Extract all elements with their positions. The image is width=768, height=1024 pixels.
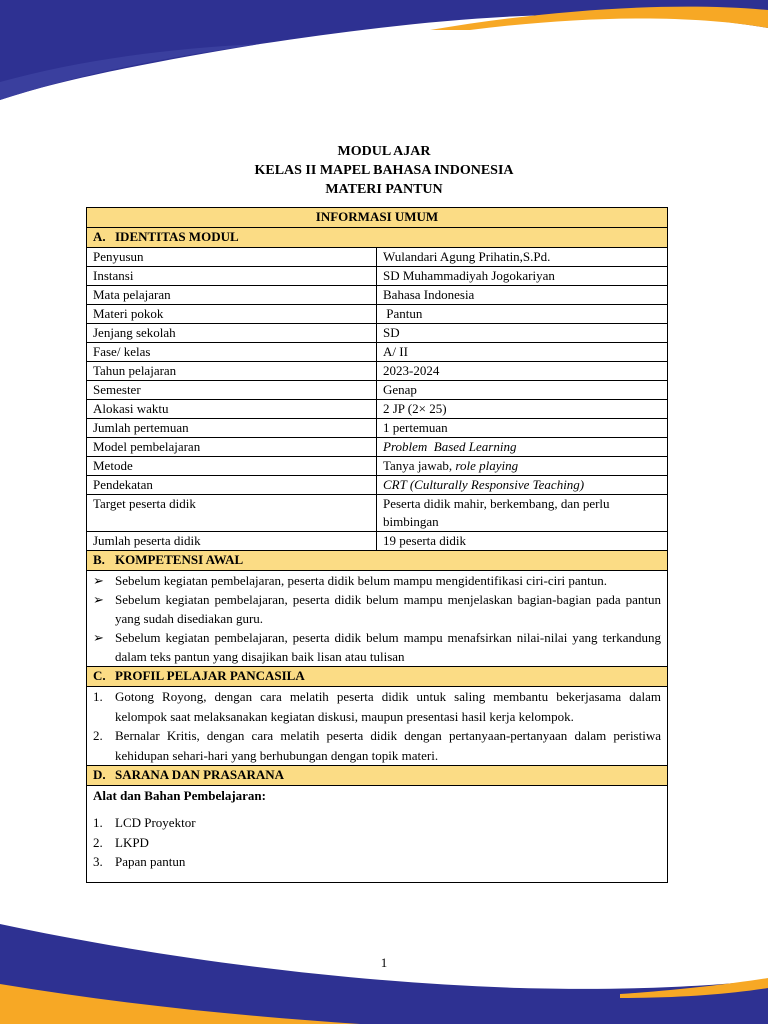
table-row (87, 362, 668, 381)
section-a-letter: A. (93, 229, 106, 244)
list-item-text: Sebelum kegiatan pembelajaran, peserta didik belum mampu menafsirkan nilai-nilai yang terkandung dalam teks pantun yang disajikan baik lisan atau tulisan (115, 630, 661, 664)
kompetensi-awal-content (87, 571, 668, 667)
list-item (93, 628, 661, 666)
list-item-text: Gotong Royong, dengan cara melatih peserta didik untuk saling membantu bekerjasama dalam kelompok saat melaksanakan kegiatan diskusi, maupun presentasi hasil kerja kelompok. (115, 689, 661, 724)
list-item-text: LCD Proyektor (115, 815, 196, 830)
informasi-umum-table (86, 207, 668, 883)
row-label: Fase/ kelas (87, 343, 377, 362)
section-b-letter: B. (93, 552, 105, 567)
top-wave-decoration (0, 0, 768, 110)
row-label: Penyusun (87, 248, 377, 267)
list-item-text: Sebelum kegiatan pembelajaran, peserta didik belum mampu menjelaskan bagian-bagian pada pantun yang sudah disediakan guru. (115, 592, 661, 626)
section-a-title: IDENTITAS MODUL (115, 229, 239, 244)
list-number: 1. (93, 815, 103, 830)
metode-prefix: Tanya jawab, (383, 458, 456, 473)
profil-pelajar-content (87, 687, 668, 766)
list-item-text: LKPD (115, 834, 149, 850)
row-label: Model pembelajaran (87, 438, 377, 457)
table-row (87, 419, 668, 438)
table-row (87, 305, 668, 324)
page-number: 1 (380, 955, 388, 970)
list-item-text: Sebelum kegiatan pembelajaran, peserta didik belum mampu mengidentifikasi ciri-ciri pantun. (115, 573, 608, 588)
list-number: 3. (93, 854, 103, 869)
row-value: A/ II (377, 343, 668, 362)
table-row (87, 286, 668, 305)
row-label: Mata pelajaran (87, 286, 377, 305)
section-c-header (87, 667, 668, 687)
row-label: Metode (87, 457, 377, 476)
table-row (87, 267, 668, 286)
row-label: Jenjang sekolah (87, 324, 377, 343)
row-label: Jumlah pertemuan (87, 419, 377, 438)
row-label: Instansi (87, 267, 377, 286)
row-value: 2023-2024 (377, 362, 668, 381)
row-value: 2 JP (2× 25) (377, 400, 668, 419)
row-value: Bahasa Indonesia (377, 286, 668, 305)
arrow-bullet-icon: ➢ (93, 573, 104, 588)
section-c-title: PROFIL PELAJAR PANCASILA (115, 668, 305, 683)
metode-italic: role playing (455, 458, 519, 473)
table-row (87, 324, 668, 343)
table-row (87, 457, 668, 476)
row-value: SD (377, 324, 668, 343)
row-value (377, 438, 668, 457)
row-value: 19 peserta didik (377, 532, 668, 551)
row-value: Genap (377, 381, 668, 400)
section-a-header (87, 228, 668, 248)
section-b-header (87, 551, 668, 571)
arrow-bullet-icon: ➢ (93, 630, 104, 645)
table-row (87, 381, 668, 400)
row-value: 1 pertemuan (377, 419, 668, 438)
table-row (87, 438, 668, 457)
row-value: SD Muhammadiyah Jogokariyan (377, 267, 668, 286)
row-value: Wulandari Agung Prihatin,S.Pd. (377, 248, 668, 267)
document-title (0, 142, 768, 199)
arrow-bullet-icon: ➢ (93, 592, 104, 607)
table-row (87, 476, 668, 495)
row-label: Target peserta didik (87, 495, 377, 532)
row-label: Materi pokok (87, 305, 377, 324)
table-row (87, 248, 668, 267)
table-row (87, 532, 668, 551)
list-item (93, 852, 661, 872)
list-item (93, 833, 661, 853)
list-item (93, 571, 661, 590)
row-label: Alokasi waktu (87, 400, 377, 419)
row-value: Peserta didik mahir, berkembang, dan perlu bimbingan (377, 495, 668, 532)
row-label: Jumlah peserta didik (87, 532, 377, 551)
row-value: Pantun (377, 305, 668, 324)
pendekatan-italic: CRT (Culturally Responsive Teaching) (383, 477, 585, 492)
list-item-text: Bernalar Kritis, dengan cara melatih peserta didik dengan pertanyaan-pertanyaan dalam peristiwa kehidupan sehari-hari yang berhubungan dengan topik materi. (115, 728, 661, 763)
model-value-italic: Problem Based Learning (383, 439, 517, 454)
title-line-1: MODUL AJAR (337, 144, 431, 159)
title-line-2: KELAS II MAPEL BAHASA INDONESIA (254, 163, 514, 178)
sarana-prasarana-content (87, 786, 668, 883)
section-b-title: KOMPETENSI AWAL (115, 552, 244, 567)
title-line-3: MATERI PANTUN (325, 182, 443, 197)
section-d-header (87, 766, 668, 786)
row-value (377, 457, 668, 476)
list-number: 1. (93, 689, 103, 704)
table-row (87, 343, 668, 362)
table-row (87, 495, 668, 532)
row-value (377, 476, 668, 495)
list-item-text: Papan pantun (115, 854, 186, 869)
list-item (93, 590, 661, 628)
row-label: Pendekatan (87, 476, 377, 495)
list-number: 2. (93, 834, 103, 850)
section-d-title: SARANA DAN PRASARANA (115, 767, 285, 782)
list-item (93, 813, 661, 833)
bottom-wave-decoration (0, 924, 768, 1024)
row-label: Semester (87, 381, 377, 400)
section-d-letter: D. (93, 767, 106, 782)
table-row (87, 400, 668, 419)
list-item (93, 726, 661, 765)
list-number: 2. (93, 728, 103, 743)
alat-bahan-heading: Alat dan Bahan Pembelajaran: (93, 788, 266, 803)
list-item (93, 687, 661, 726)
row-label: Tahun pelajaran (87, 362, 377, 381)
informasi-umum-header: INFORMASI UMUM (87, 208, 668, 228)
section-c-letter: C. (93, 668, 106, 683)
